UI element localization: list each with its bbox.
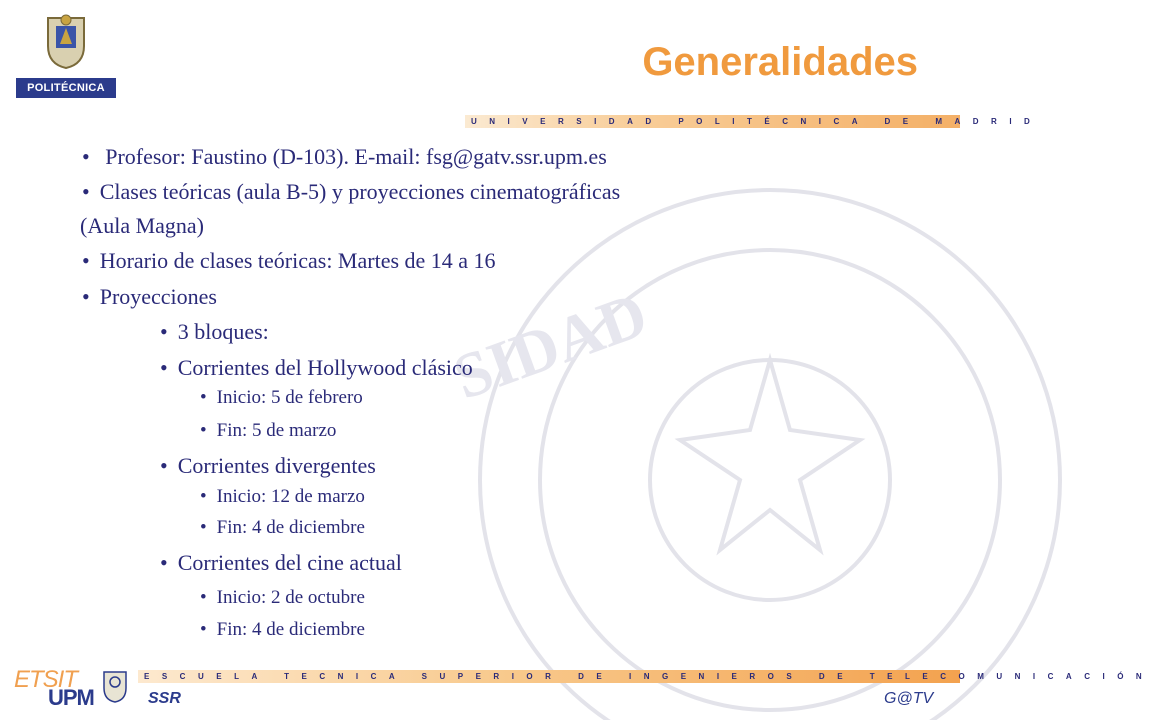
bullet-text: Corrientes divergentes: [177, 453, 376, 478]
bullet-text: Fin: 5 de marzo: [216, 420, 337, 441]
bullet-item: [200, 619, 365, 641]
gatv-label: G@TV: [884, 690, 934, 707]
bullet-text: Fin: 4 de diciembre: [216, 517, 365, 538]
bullet-dot: •: [82, 179, 90, 204]
bullet-text: Fin: 4 de diciembre: [216, 619, 365, 640]
bullet-item: [160, 453, 376, 479]
university-seal-watermark: [444, 180, 990, 700]
bullet-dot: •: [160, 319, 168, 344]
bullet-item: [160, 355, 473, 381]
bullet-text: (Aula Magna): [80, 213, 205, 238]
bullet-text: Proyecciones: [99, 284, 217, 309]
bullet-dot: •: [200, 387, 207, 408]
bullet-dot: •: [160, 453, 168, 478]
bullet-text: Inicio: 2 de octubre: [216, 587, 365, 608]
bullet-text: Clases teóricas (aula B-5) y proyecciones cinematográficas: [99, 179, 621, 204]
bullet-dot: •: [200, 420, 207, 441]
bullet-item: [82, 284, 217, 310]
bullet-item: [160, 550, 402, 576]
upm-logo-text: UPM: [48, 685, 94, 710]
page-title: Generalidades: [642, 40, 918, 84]
bullet-item: [200, 517, 365, 539]
upm-logo: [12, 14, 120, 96]
bullet-dot: •: [160, 550, 168, 575]
bullet-text: 3 bloques:: [177, 319, 269, 344]
bullet-dot: •: [160, 355, 168, 380]
bullet-dot: •: [200, 517, 207, 538]
politecnica-badge: POLITÉCNICA: [16, 78, 116, 98]
university-crest-icon: [42, 14, 90, 70]
bullet-continuation: [80, 213, 204, 239]
bullet-item: [82, 179, 620, 205]
bullet-text: Inicio: 5 de febrero: [216, 387, 363, 408]
bullet-item: [82, 248, 496, 274]
bullet-dot: •: [82, 248, 90, 273]
bullet-dot: •: [82, 144, 90, 169]
bullet-item: [200, 387, 363, 409]
bullet-item: [200, 587, 365, 609]
bullet-item: [200, 420, 336, 442]
bullet-item: [200, 486, 365, 508]
bullet-text: Inicio: 12 de marzo: [216, 486, 365, 507]
bullet-item: [82, 144, 607, 170]
bullet-text: Horario de clases teóricas: Martes de 14 a 16: [99, 248, 496, 273]
ssr-logo: SSR: [148, 690, 181, 707]
bullet-dot: •: [200, 587, 207, 608]
footer-band: ESCUELA TECNICA SUPERIOR DE INGENIEROS DE TELECOMUNICACIÓN: [138, 670, 960, 683]
crest-icon: [100, 668, 130, 704]
bullet-item: [160, 319, 269, 345]
header-band: UNIVERSIDAD POLITÉCNICA DE MADRID: [465, 115, 960, 128]
bullet-text: Profesor: Faustino (D-103). E-mail: fsg@gatv.ssr.upm.es: [105, 144, 607, 169]
gatv-logo: [884, 690, 946, 716]
svg-text:SIDAD: SIDAD: [444, 278, 657, 413]
bullet-dot: •: [200, 486, 207, 507]
bullet-text: Corrientes del cine actual: [177, 550, 402, 575]
bullet-dot: •: [200, 619, 207, 640]
etsit-logo: ETSIT: [14, 666, 78, 693]
bullet-text: Corrientes del Hollywood clásico: [177, 355, 473, 380]
bullet-dot: •: [82, 284, 90, 309]
